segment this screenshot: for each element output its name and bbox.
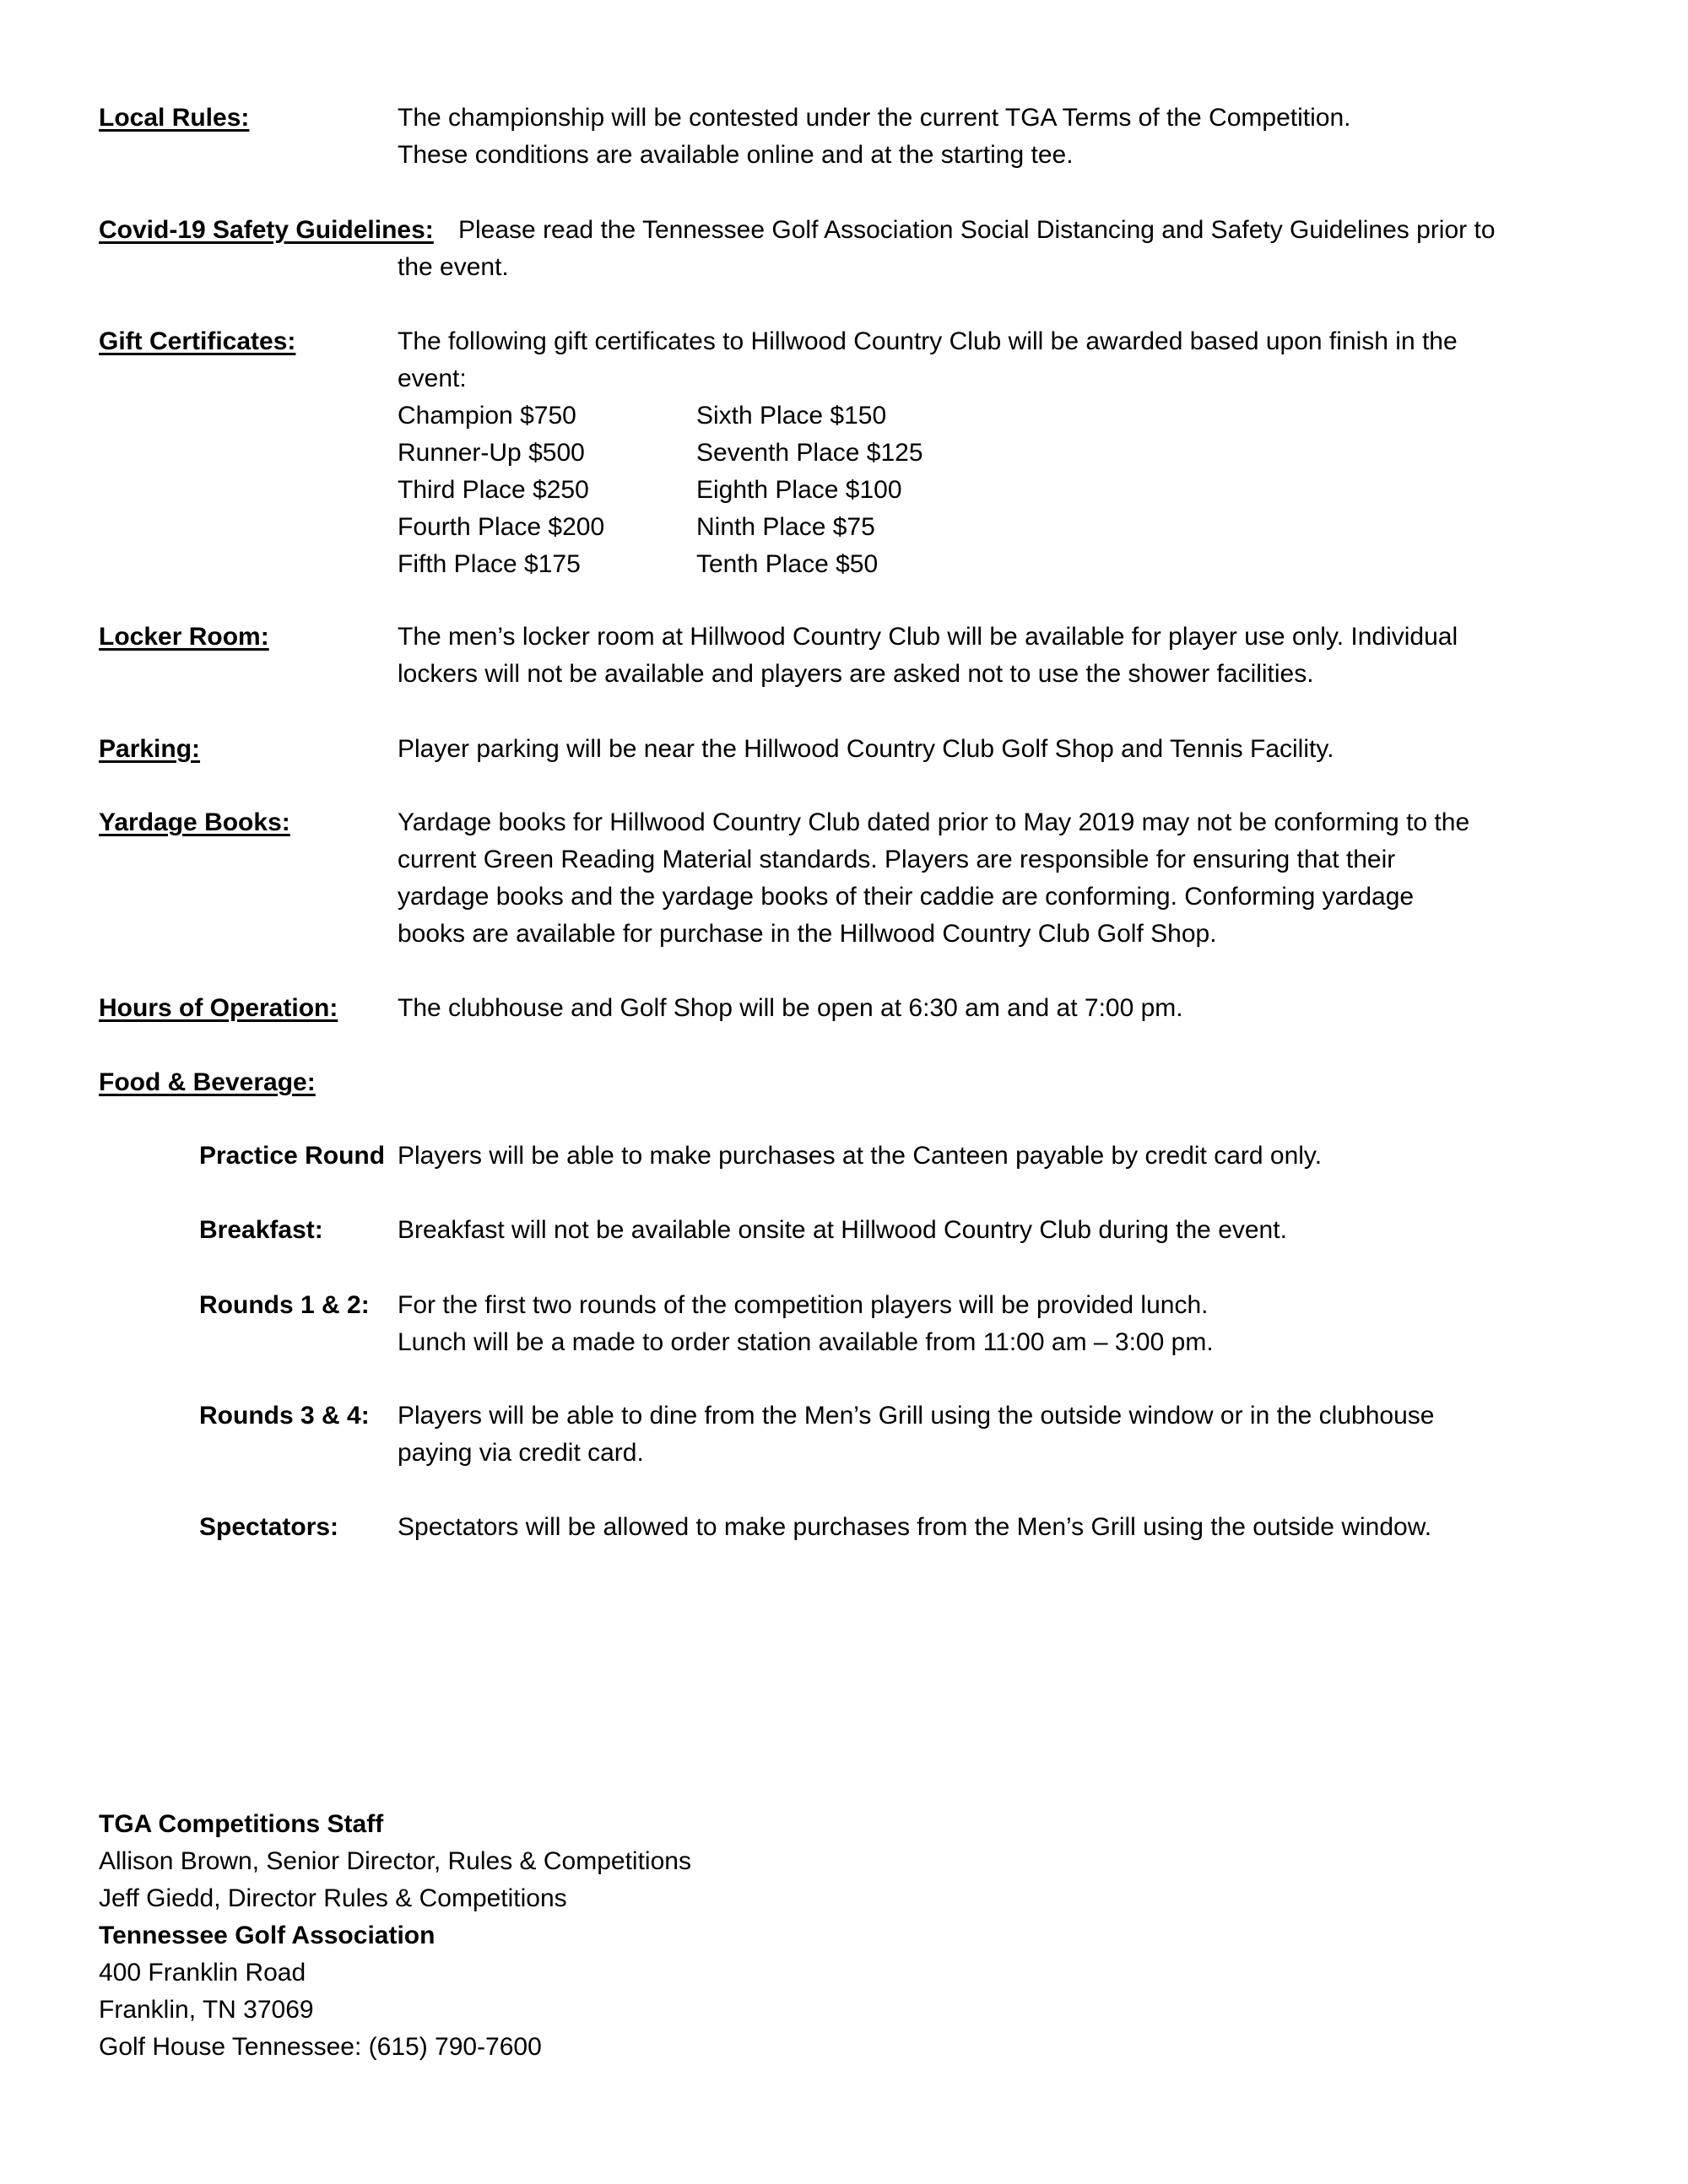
gift-prize: Tenth Place $50 [696, 550, 879, 578]
locker-room-label: Locker Room: [99, 623, 269, 651]
parking-label: Parking: [99, 735, 201, 763]
gift-prize: Fifth Place $175 [398, 550, 581, 578]
yardage-text: Yardage books for Hillwood Country Club dated prior to May 2019 may not be conforming to the [398, 808, 1470, 836]
gift-prize: Third Place $250 [398, 476, 589, 504]
gift-prize: Seventh Place $125 [696, 439, 923, 467]
spectators-text: Spectators will be allowed to make purchases from the Men’s Grill using the outside window. [398, 1513, 1432, 1541]
gift-text: The following gift certificates to Hillwood Country Club will be awarded based upon finish in the [398, 327, 1458, 355]
covid-label: Covid-19 Safety Guidelines: [99, 216, 434, 244]
rounds-3-4-text: Players will be able to dine from the Men’s Grill using the outside window or in the clubhouse [398, 1402, 1435, 1430]
breakfast-label: Breakfast: [199, 1216, 323, 1244]
staff-heading: TGA Competitions Staff [99, 1810, 384, 1838]
covid-text: the event. [398, 253, 509, 281]
hours-text: The clubhouse and Golf Shop will be open at 6:30 am and at 7:00 pm. [398, 994, 1183, 1022]
yardage-text: books are available for purchase in the Hillwood Country Club Golf Shop. [398, 920, 1217, 948]
practice-round-text: Players will be able to make purchases at the Canteen payable by credit card only. [398, 1142, 1323, 1170]
phone-line: Golf House Tennessee: (615) 790-7600 [99, 2033, 542, 2061]
practice-round-label: Practice Round [199, 1142, 386, 1170]
gift-text: event: [398, 365, 467, 392]
address-line: Franklin, TN 37069 [99, 1996, 314, 2024]
gift-prize: Champion $750 [398, 402, 576, 430]
yardage-text: yardage books and the yardage books of their caddie are conforming. Conforming yardage [398, 883, 1415, 911]
local-rules-text: The championship will be contested under the current TGA Terms of the Competition. [398, 104, 1351, 132]
gift-prize: Sixth Place $150 [696, 402, 887, 430]
staff-line: Allison Brown, Senior Director, Rules & Competitions [99, 1847, 691, 1875]
covid-text: Please read the Tennessee Golf Association Social Distancing and Safety Guidelines prior to [458, 216, 1496, 244]
rounds-1-2-text: For the first two rounds of the competition players will be provided lunch. [398, 1291, 1209, 1319]
rounds-1-2-text: Lunch will be a made to order station available from 11:00 am – 3:00 pm. [398, 1328, 1214, 1356]
gift-prize: Fourth Place $200 [398, 513, 605, 541]
locker-text: lockers will not be available and players are asked not to use the shower facilities. [398, 660, 1314, 688]
rounds-1-2-label: Rounds 1 & 2: [199, 1291, 370, 1319]
parking-text: Player parking will be near the Hillwood Country Club Golf Shop and Tennis Facility. [398, 735, 1334, 763]
gift-prize: Eighth Place $100 [696, 476, 902, 504]
locker-text: The men’s locker room at Hillwood Country Club will be available for player use only. Individual [398, 623, 1458, 651]
gift-certificates-label: Gift Certificates: [99, 327, 296, 355]
organization-name: Tennessee Golf Association [99, 1922, 436, 1949]
yardage-text: current Green Reading Material standards. Players are responsible for ensuring that their [398, 846, 1396, 873]
breakfast-text: Breakfast will not be available onsite at Hillwood Country Club during the event. [398, 1216, 1287, 1244]
local-rules-label: Local Rules: [99, 104, 250, 132]
rounds-3-4-label: Rounds 3 & 4: [199, 1402, 370, 1430]
hours-label: Hours of Operation: [99, 994, 338, 1022]
yardage-books-label: Yardage Books: [99, 808, 290, 836]
gift-prize: Runner-Up $500 [398, 439, 585, 467]
staff-line: Jeff Giedd, Director Rules & Competitions [99, 1884, 567, 1912]
local-rules-text: These conditions are available online and at the starting tee. [398, 141, 1074, 169]
rounds-3-4-text: paying via credit card. [398, 1439, 644, 1467]
gift-prize: Ninth Place $75 [696, 513, 875, 541]
address-line: 400 Franklin Road [99, 1959, 306, 1987]
food-beverage-label: Food & Beverage: [99, 1068, 316, 1096]
spectators-label: Spectators: [199, 1513, 339, 1541]
